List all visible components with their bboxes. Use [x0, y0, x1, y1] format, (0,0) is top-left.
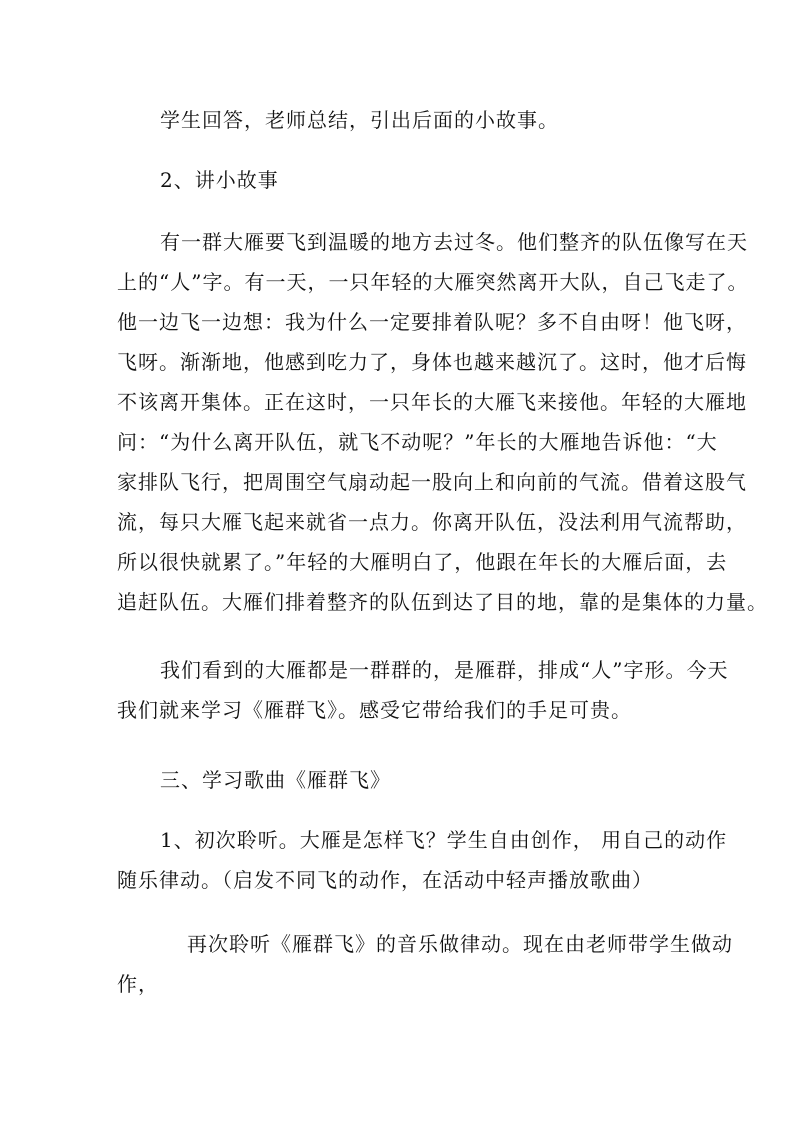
story-line: 他一边飞一边想：我为什么一定要排着队呢？多不自由呀！他飞呀， — [117, 310, 747, 334]
section-heading-story: 2、讲小故事 — [160, 168, 279, 192]
story-line: 家排队飞行，把周围空气扇动起一股向上和向前的气流。借着这股气 — [117, 470, 747, 494]
story-line: 流，每只大雁飞起来就省一点力。你离开队伍，没法利用气流帮助， — [117, 510, 747, 534]
story-line: 不该离开集体。正在这时，一只年长的大雁飞来接他。年轻的大雁地 — [117, 390, 747, 414]
second-listen-line: 作， — [117, 972, 159, 996]
story-line: 追赶队伍。大雁们排着整齐的队伍到达了目的地，靠的是集体的力量。 — [117, 590, 768, 614]
paragraph-second-listen — [117, 924, 733, 1004]
story-line: 有一群大雁要飞到温暖的地方去过冬。他们整齐的队伍像写在天 — [160, 230, 748, 254]
paragraph-intro-song — [117, 650, 729, 730]
section-heading-learn-song: 三、学习歌曲《雁群飞》 — [160, 768, 391, 792]
story-line: 所以很快就累了。”年轻的大雁明白了，他跟在年长的大雁后面，去 — [117, 550, 728, 574]
paragraph-story — [117, 222, 768, 622]
intro-line: 我们就来学习《雁群飞》。感受它带给我们的手足可贵。 — [117, 698, 632, 722]
story-line: 上的“人”字。有一天，一只年轻的大雁突然离开大队，自己飞走了。 — [117, 270, 749, 294]
first-listen-line: 1、初次聆听。大雁是怎样飞？学生自由创作， 用自己的动作 — [160, 828, 728, 852]
second-listen-line: 再次聆听《雁群飞》的音乐做律动。现在由老师带学生做动 — [187, 932, 733, 956]
first-listen-line: 随乐律动。（启发不同飞的动作，在活动中轻声播放歌曲） — [117, 868, 653, 892]
paragraph-summary: 学生回答，老师总结，引出后面的小故事。 — [160, 108, 559, 132]
paragraph-first-listen — [117, 820, 728, 900]
intro-line: 我们看到的大雁都是一群群的，是雁群，排成“人”字形。今天 — [160, 658, 729, 682]
story-line: 飞呀。渐渐地，他感到吃力了，身体也越来越沉了。这时，他才后悔 — [117, 350, 747, 374]
story-line: 问：“为什么离开队伍，就飞不动呢？”年长的大雁地告诉他：“大 — [117, 430, 718, 454]
